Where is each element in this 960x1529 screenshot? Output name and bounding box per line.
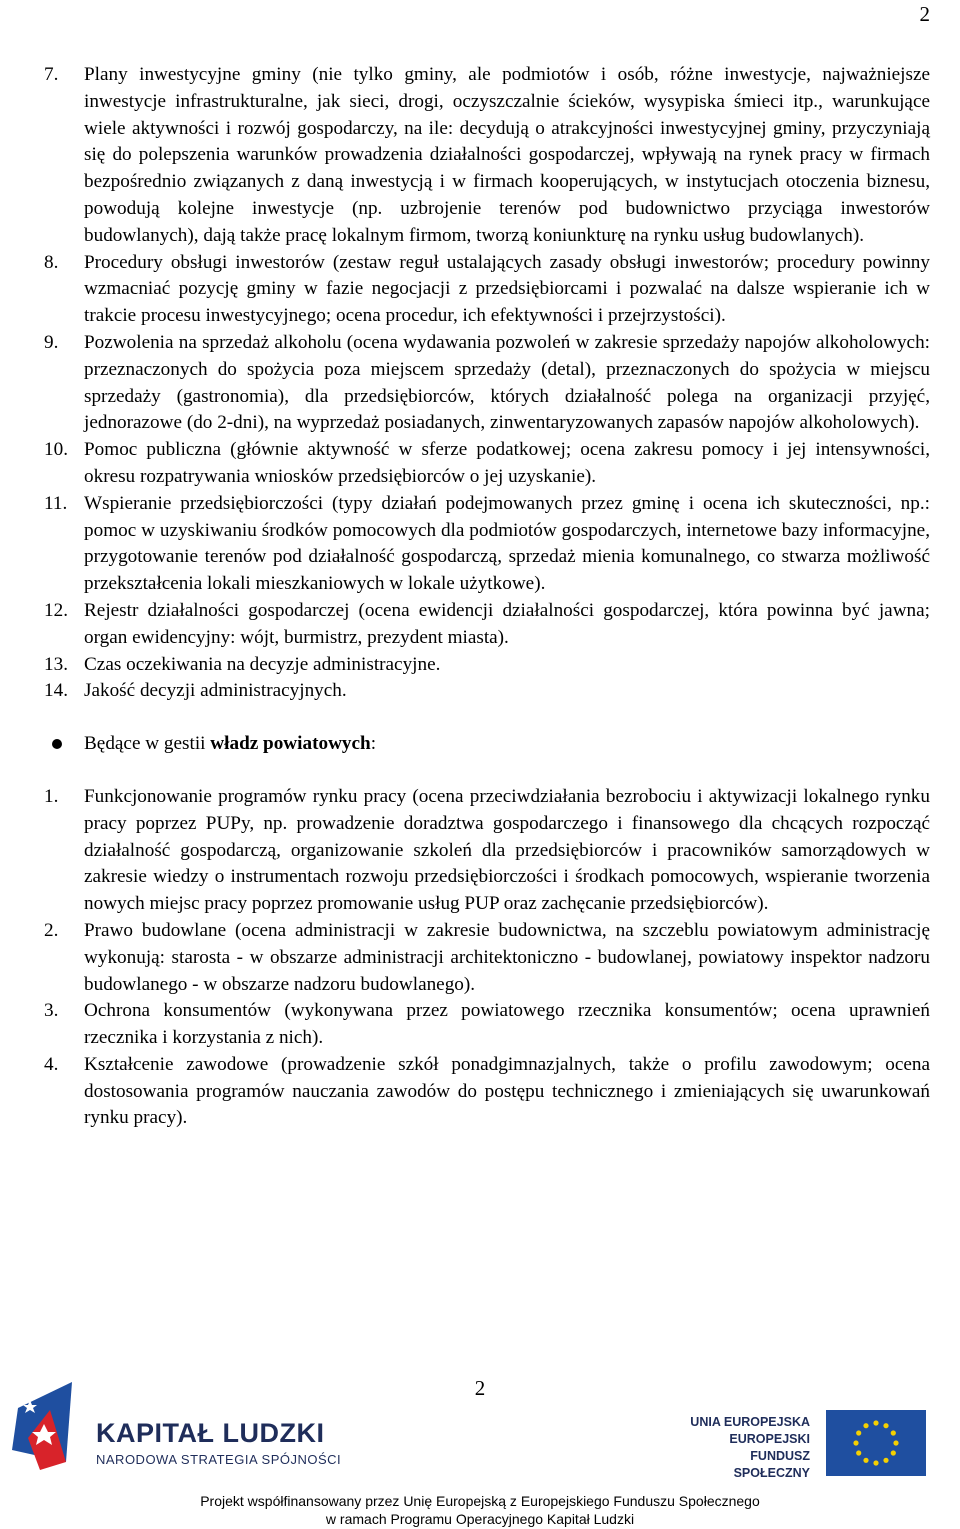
list-item-number: 3. xyxy=(44,1000,59,1022)
eu-star-icon xyxy=(883,1423,888,1428)
list-item-number: 2. xyxy=(44,919,59,941)
kapital-ludzki-logo xyxy=(10,1380,430,1480)
list-item-text: Procedury obsługi inwestorów (zestaw reguł ustalających zasady obsługi inwestorów; procedury powinny wzmacniać pozycję gminy w fazie negocjacji z przedsiębiorcami i pozwalać na dalsze wspieranie ich w trakcie procesu inwestycyjnego; ocena procedur, ich efektywności i przejrzystości). xyxy=(84,251,930,327)
list-item-text: Pozwolenia na sprzedaż alkoholu (ocena wydawania pozwoleń w zakresie sprzedaży napojów alkoholowych: przeznaczonych do spożycia poza miejscem sprzedaży (detal), przeznaczonych do spożycia w miejscu sprzedaży (gastronomia), dla przedsiębiorców, których działalność polega na organizacji przyjęć, jednorazowe (do 2-dni), na wyprzedaż posiadanych, zinwentaryzowanych zapasów napojów alkoholowych). xyxy=(84,331,930,434)
footer-line2: w ramach Programu Operacyjnego Kapitał Ludzki xyxy=(325,1511,635,1527)
list-item xyxy=(44,1052,930,1132)
list-item-number: 7. xyxy=(44,64,59,85)
list-item xyxy=(44,598,930,652)
list-item xyxy=(44,62,930,250)
eu-flag-icon xyxy=(826,1410,926,1476)
list-item xyxy=(44,678,930,705)
section-heading xyxy=(84,731,376,758)
list-item xyxy=(44,250,930,330)
eu-logo-text xyxy=(690,1414,810,1482)
list-item-number: 13. xyxy=(44,653,68,675)
list-item xyxy=(44,330,930,437)
eu-star-icon xyxy=(893,1440,898,1445)
kapital-ludzki-subtitle: NARODOWA STRATEGIA SPÓJNOŚCI xyxy=(96,1452,342,1467)
document-body xyxy=(44,62,930,1132)
section-heading-prefix: Będące w gestii xyxy=(84,733,211,755)
section-heading-bold: władz powiatowych xyxy=(210,733,371,755)
list-item-number: 10. xyxy=(44,439,68,461)
section-bullet xyxy=(44,731,930,758)
eu-logo-line1: UNIA EUROPEJSKA xyxy=(690,1415,810,1429)
eu-star-icon xyxy=(873,1460,878,1465)
list-item-text: Plany inwestycyjne gminy (nie tylko gminy, ale podmiotów i osób, różne inwestycje, najważniejsze inwestycje infrastrukturalne, jak sieci, drogi, oczyszczalnie ścieków, wysypiska śmieci itp., warunkujące wiele aktywności i rozwój gospodarczy, na ile: decydują o atrakcyjności inwestycyjnej gminy, przyczyniają się do polepszenia warunków prowadzenia działalności gospodarczej, wpływają na rynek pracy w firmach bezpośrednio związanych z daną inwestycją i w firmach kooperujących, w instytucjach otoczenia biznesu, powodują kolejne inwestycje (np. uzbrojenie terenów pod budownictwo przyciąga inwestorów budowlanych), dają także pracę lokalnym firmom, tworzą koniunkturę na rynku usług budowlanych). xyxy=(84,64,930,246)
list-item-text: Ochrona konsumentów (wykonywana przez powiatowego rzecznika konsumentów; ocena uprawnień rzecznika i korzystania z nich). xyxy=(84,1000,930,1049)
kapital-ludzki-emblem-icon xyxy=(10,1380,90,1480)
list-item xyxy=(44,652,930,679)
section-heading-suffix: : xyxy=(370,733,377,755)
list-item-number: 8. xyxy=(44,251,59,273)
municipal-list xyxy=(44,62,930,705)
eu-star-icon xyxy=(856,1450,861,1455)
list-item xyxy=(44,918,930,998)
list-item-text: Rejestr działalności gospodarczej (ocena ewidencji działalności gospodarczej, która powinna być jawna; organ ewidencyjny: wójt, burmistrz, prezydent miasta). xyxy=(84,599,930,648)
eu-star-icon xyxy=(873,1420,878,1425)
eu-star-icon xyxy=(856,1430,861,1435)
eu-star-icon xyxy=(853,1440,858,1445)
list-item-number: 9. xyxy=(44,331,59,353)
list-item-number: 4. xyxy=(44,1053,59,1075)
list-item xyxy=(44,437,930,491)
eu-star-icon xyxy=(891,1450,896,1455)
county-list xyxy=(44,784,930,1132)
eu-star-icon xyxy=(863,1458,868,1463)
eu-star-icon xyxy=(891,1430,896,1435)
list-item-number: 11. xyxy=(44,492,68,514)
page-number-bottom: 2 xyxy=(474,1376,486,1400)
eu-star-icon xyxy=(883,1458,888,1463)
list-item-text: Pomoc publiczna (głównie aktywność w sferze podatkowej; ocena zakresu pomocy i jej intensywności, okresu rozpatrywania wniosków przedsiębiorców o jej uzyskanie). xyxy=(84,439,930,487)
footer-logos xyxy=(0,1380,960,1480)
list-item-text: Funkcjonowanie programów rynku pracy (ocena przeciwdziałania bezrobociu i aktywizacji lokalnego rynku pracy poprzez PUPy, np. prowadzenie doradztwa gospodarczego i finansowego dla chcących rozpocząć działalność gospodarczą, organizowanie szkoleń dla przedsiębiorców i pracowników samorządowych w zakresie wiedzy o instrumentach rozwoju przedsiębiorczości i środkach pomocowych, wspieranie tworzenia nowych miejsc pracy poprzez promowanie usług PUP oraz zachęcanie przedsiębiorców). xyxy=(84,785,930,915)
list-item-text: Wspieranie przedsiębiorczości (typy działań podejmowanych przez gminę i ocena ich skuteczności, np.: pomoc w uzyskiwaniu środków pomocowych dla podmiotów gospodarczych, internetowe bazy informacyjne, przygotowanie terenów pod działalność gospodarczą, sprzedaż mienia komunalnego, co stwarza możliwość przekształcenia lokali mieszkaniowych w lokale użytkowe). xyxy=(84,492,930,595)
list-item-text: Kształcenie zawodowe (prowadzenie szkół ponadgimnazjalnych, także o profilu zawodowym; ocena dostosowania programów nauczania zawodów do postępu technicznego i zmieniających się uwarunkowań rynku pracy). xyxy=(84,1053,930,1129)
list-item-number: 12. xyxy=(44,599,68,621)
list-item-text: Prawo budowlane (ocena administracji w zakresie budownictwa, na szczeblu powiatowym administrację wykonują: starosta - w obszarze administracji architektoniczno - budowlanej, powiatowy inspektor nadzoru budowlanego - w obszarze nadzoru budowlanego). xyxy=(84,919,930,995)
list-item-number: 1. xyxy=(44,785,59,807)
bullet-icon xyxy=(44,731,84,758)
eu-logo-line3: FUNDUSZ SPOŁECZNY xyxy=(733,1449,810,1480)
list-item xyxy=(44,491,930,598)
eu-logo xyxy=(646,1410,946,1480)
list-item-text: Jakość decyzji administracyjnych. xyxy=(84,680,347,702)
list-item xyxy=(44,784,930,918)
kapital-ludzki-title: KAPITAŁ LUDZKI xyxy=(96,1418,325,1448)
footer-caption xyxy=(0,1492,960,1528)
list-item xyxy=(44,998,930,1052)
list-item-text: Czas oczekiwania na decyzje administracyjne. xyxy=(84,653,441,675)
eu-star-icon xyxy=(863,1423,868,1428)
footer-line1: Projekt współfinansowany przez Unię Europejską z Europejskiego Funduszu Społecznego xyxy=(200,1493,760,1509)
list-item-number: 14. xyxy=(44,680,68,702)
eu-logo-line2: EUROPEJSKI xyxy=(729,1432,810,1446)
page-number-top: 2 xyxy=(919,2,930,26)
